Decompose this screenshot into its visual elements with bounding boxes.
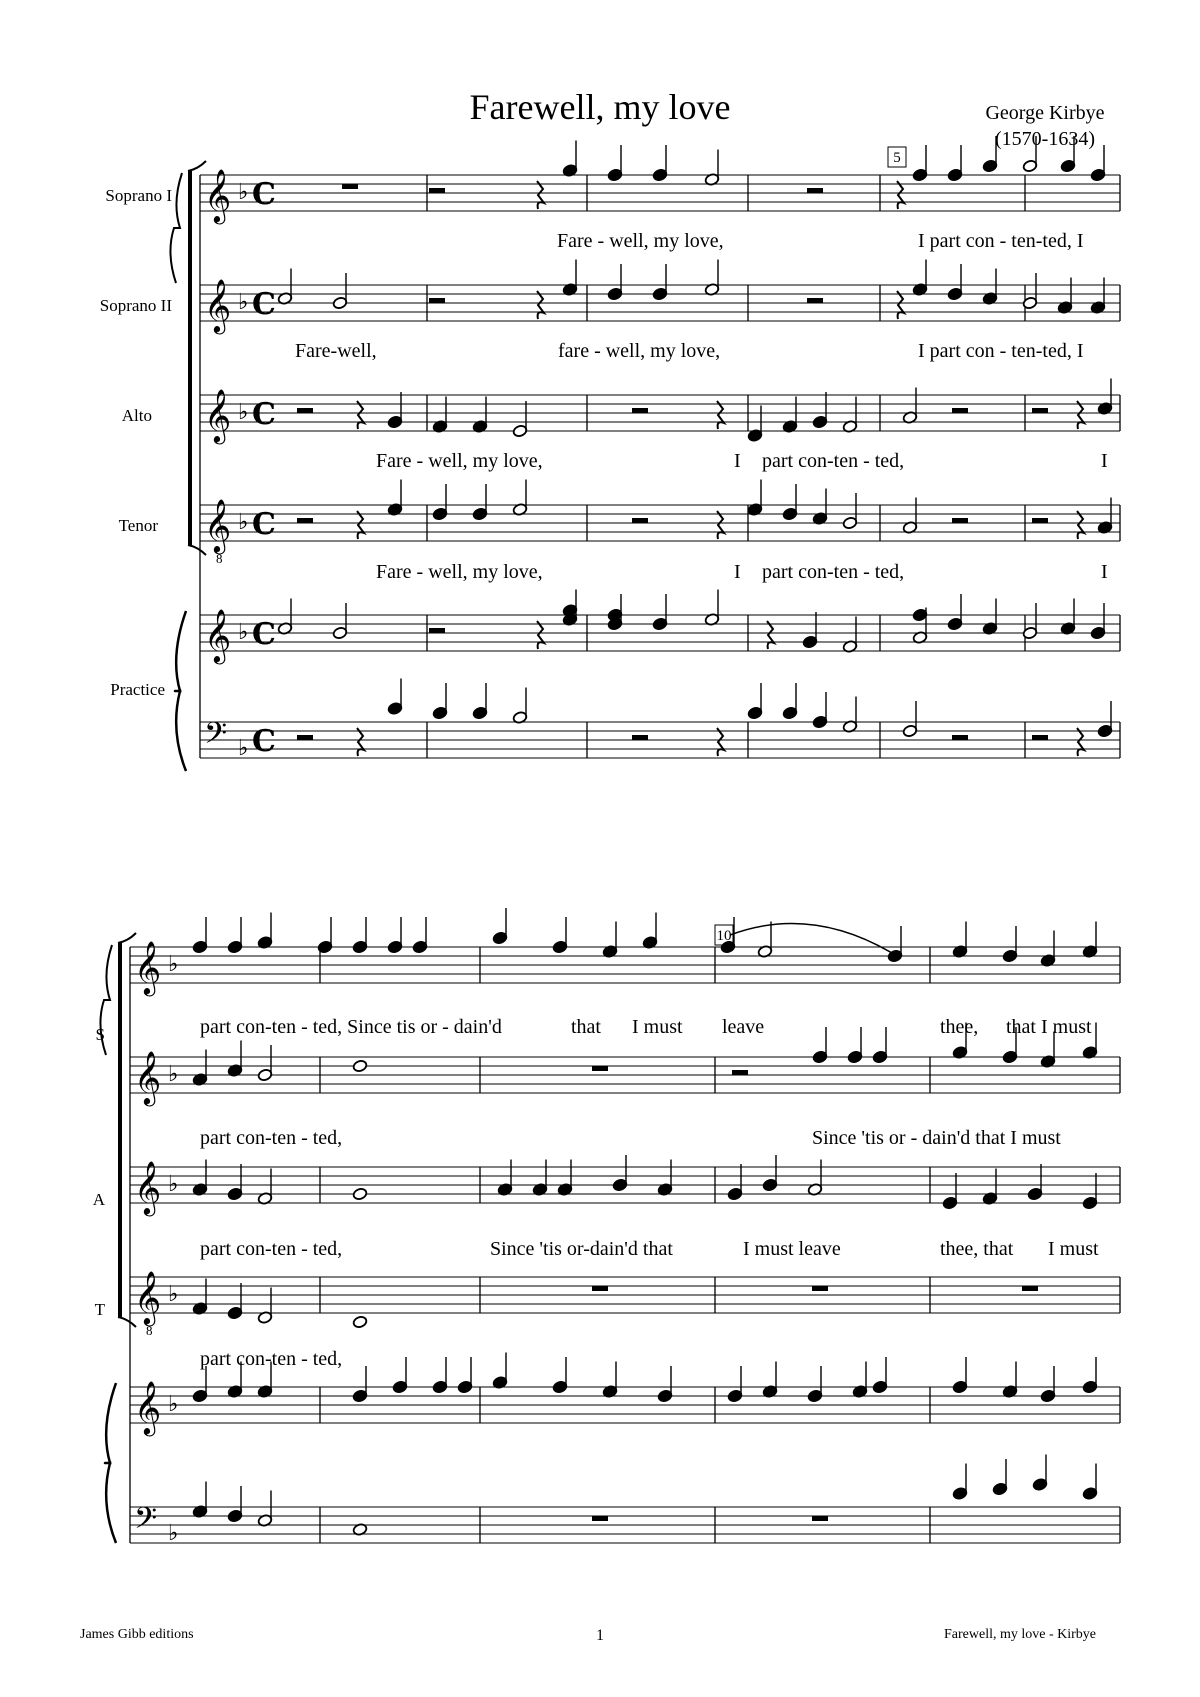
- whole-rest-icon: [342, 184, 358, 189]
- quarter-rest-icon: [897, 291, 904, 319]
- common-time-icon: C: [252, 397, 276, 432]
- lyric2-a-4: thee, that: [940, 1238, 1014, 1260]
- treble-clef-icon: 𝄞: [134, 940, 162, 994]
- flat-key-signature-icon: ♭: [168, 1062, 179, 1087]
- rehearsal-mark-10: 10: [716, 928, 732, 944]
- quarter-rest-icon: [537, 291, 544, 319]
- lyric2-s1-2: that: [571, 1016, 601, 1038]
- treble-clef-icon: 𝄞: [134, 1160, 162, 1214]
- half-rest-icon: [807, 188, 823, 193]
- lyric-a-4: I: [1101, 450, 1108, 472]
- quarter-rest-icon: [357, 728, 364, 756]
- whole-rest-icon: [812, 1516, 828, 1521]
- flat-key-signature-icon: ♭: [168, 1282, 179, 1307]
- flat-key-signature-icon: ♭: [168, 1521, 179, 1546]
- footer-publisher: James Gibb editions: [80, 1627, 194, 1642]
- piece-title: Farewell, my love: [469, 87, 731, 127]
- lyric-t-4: I: [1101, 561, 1108, 583]
- lyric-a-3: part con-ten - ted,: [762, 450, 905, 472]
- lyric-a-2: I: [734, 450, 741, 472]
- quarter-rest-icon: [767, 621, 774, 649]
- practice-brace: [175, 611, 186, 771]
- barlines: [130, 175, 1120, 1543]
- composer-dates: (1570-1634): [995, 128, 1095, 150]
- lyric2-s1-4: leave: [722, 1016, 765, 1038]
- quarter-rest-icon: [357, 401, 364, 429]
- treble-clef-icon: 𝄞: [134, 1050, 162, 1104]
- lyric-a-1: Fare - well, my love,: [376, 450, 543, 472]
- quarter-rest-icon: [1077, 728, 1084, 756]
- note-head: [352, 1187, 367, 1200]
- half-rest-icon: [429, 628, 445, 633]
- lyric-s2-2: fare - well, my love,: [558, 340, 721, 362]
- half-rest-icon: [1032, 518, 1048, 523]
- treble-clef-icon: 𝄞: [204, 498, 232, 552]
- lyric2-t-1: part con-ten - ted,: [200, 1348, 343, 1370]
- half-rest-icon: [952, 518, 968, 523]
- whole-rest-icon: [812, 1286, 828, 1291]
- lyric-s1-2: I part con - ten-ted, I: [918, 230, 1084, 252]
- whole-rest-icon: [1022, 1286, 1038, 1291]
- lyric-t-1: Fare - well, my love,: [376, 561, 543, 583]
- half-rest-icon: [952, 735, 968, 740]
- whole-rest-icon: [592, 1286, 608, 1291]
- bass-clef-icon: 𝄢: [134, 1502, 158, 1543]
- lyric-t-2: I: [734, 561, 741, 583]
- part-label-soprano1: Soprano I: [105, 186, 172, 205]
- footer-page-number: 1: [596, 1627, 604, 1644]
- lyric-s2-1: Fare-well,: [295, 340, 377, 362]
- flat-key-signature-icon: ♭: [238, 180, 249, 205]
- part-label-t: T: [94, 1300, 105, 1319]
- half-rest-icon: [632, 518, 648, 523]
- lyric2-s1-3: I must: [632, 1016, 683, 1038]
- part-label-a: A: [92, 1190, 105, 1209]
- soprano-brace: [100, 945, 112, 1055]
- bass-clef-icon: 𝄢: [204, 717, 228, 758]
- quarter-rest-icon: [537, 621, 544, 649]
- quarter-rest-icon: [717, 511, 724, 539]
- treble-clef-icon: 𝄞: [134, 1380, 162, 1434]
- treble-clef-icon: 𝄞: [204, 168, 232, 222]
- half-rest-icon: [297, 518, 313, 523]
- whole-rest-icon: [592, 1066, 608, 1071]
- practice-brace: [105, 1383, 116, 1543]
- flat-key-signature-icon: ♭: [238, 290, 249, 315]
- common-time-icon: C: [252, 617, 276, 652]
- footer-running-title: Farewell, my love - Kirbye: [944, 1627, 1097, 1642]
- half-rest-icon: [732, 1070, 748, 1075]
- flat-key-signature-icon: ♭: [238, 510, 249, 535]
- flat-key-signature-icon: ♭: [238, 400, 249, 425]
- half-rest-icon: [429, 298, 445, 303]
- common-time-icon: C: [252, 724, 276, 759]
- octave-mark-icon: 8: [216, 551, 223, 566]
- soprano-brace: [170, 173, 182, 283]
- quarter-rest-icon: [1077, 511, 1084, 539]
- note-head: [352, 1059, 367, 1072]
- lyric2-s2-1: part con-ten - ted,: [200, 1127, 343, 1149]
- flat-key-signature-icon: ♭: [238, 620, 249, 645]
- lyric2-s2-2: Since 'tis or - dain'd that I must: [812, 1127, 1061, 1149]
- treble-clef-icon: 𝄞: [204, 608, 232, 662]
- part-label-soprano2: Soprano II: [99, 296, 172, 315]
- quarter-rest-icon: [717, 401, 724, 429]
- lyric2-s1-5: thee,: [940, 1016, 979, 1038]
- flat-key-signature-icon: ♭: [168, 952, 179, 977]
- note-head: [352, 1315, 367, 1328]
- common-time-icon: C: [252, 177, 276, 212]
- half-rest-icon: [1032, 408, 1048, 413]
- lyric2-s1-6: that I must: [1006, 1016, 1092, 1038]
- flat-key-signature-icon: ♭: [238, 736, 249, 761]
- common-time-icon: C: [252, 507, 276, 542]
- quarter-rest-icon: [717, 728, 724, 756]
- octave-mark-icon: 8: [146, 1323, 153, 1338]
- music-glyphs: [134, 136, 1113, 1546]
- lyric2-s1-1: part con-ten - ted, Since tis or - dain'd: [200, 1016, 502, 1038]
- part-label-alto: Alto: [121, 406, 152, 425]
- treble-clef-icon: 𝄞: [204, 388, 232, 442]
- system-brackets: [100, 161, 206, 1543]
- lyric2-a-2: Since 'tis or-dain'd that: [490, 1238, 673, 1260]
- slur: [730, 923, 892, 953]
- part-label-s: S: [95, 1025, 105, 1044]
- half-rest-icon: [632, 408, 648, 413]
- half-rest-icon: [807, 298, 823, 303]
- quarter-rest-icon: [537, 181, 544, 209]
- lyric2-a-1: part con-ten - ted,: [200, 1238, 343, 1260]
- lyric-t-3: part con-ten - ted,: [762, 561, 905, 583]
- part-label-tenor: Tenor: [118, 516, 158, 535]
- lyric2-a-5: I must: [1048, 1238, 1099, 1260]
- staff-lines: [130, 175, 1120, 1543]
- common-time-icon: C: [252, 287, 276, 322]
- rehearsal-marks: [715, 147, 906, 945]
- quarter-rest-icon: [897, 181, 904, 209]
- lyric-s2-3: I part con - ten-ted, I: [918, 340, 1084, 362]
- flat-key-signature-icon: ♭: [168, 1392, 179, 1417]
- flat-key-signature-icon: ♭: [168, 1172, 179, 1197]
- composer-name: George Kirbye: [985, 102, 1105, 124]
- treble-clef-icon: 𝄞: [204, 278, 232, 332]
- lyric-s1-1: Fare - well, my love,: [557, 230, 724, 252]
- whole-rest-icon: [592, 1516, 608, 1521]
- quarter-rest-icon: [357, 511, 364, 539]
- half-rest-icon: [297, 408, 313, 413]
- rehearsal-mark-5: 5: [893, 150, 901, 166]
- half-rest-icon: [632, 735, 648, 740]
- part-label-practice: Practice: [110, 680, 165, 699]
- treble-clef-icon: 𝄞: [134, 1270, 162, 1324]
- half-rest-icon: [429, 188, 445, 193]
- half-rest-icon: [297, 735, 313, 740]
- quarter-rest-icon: [1077, 401, 1084, 429]
- half-rest-icon: [952, 408, 968, 413]
- lyric2-a-3: I must leave: [743, 1238, 841, 1260]
- half-rest-icon: [1032, 735, 1048, 740]
